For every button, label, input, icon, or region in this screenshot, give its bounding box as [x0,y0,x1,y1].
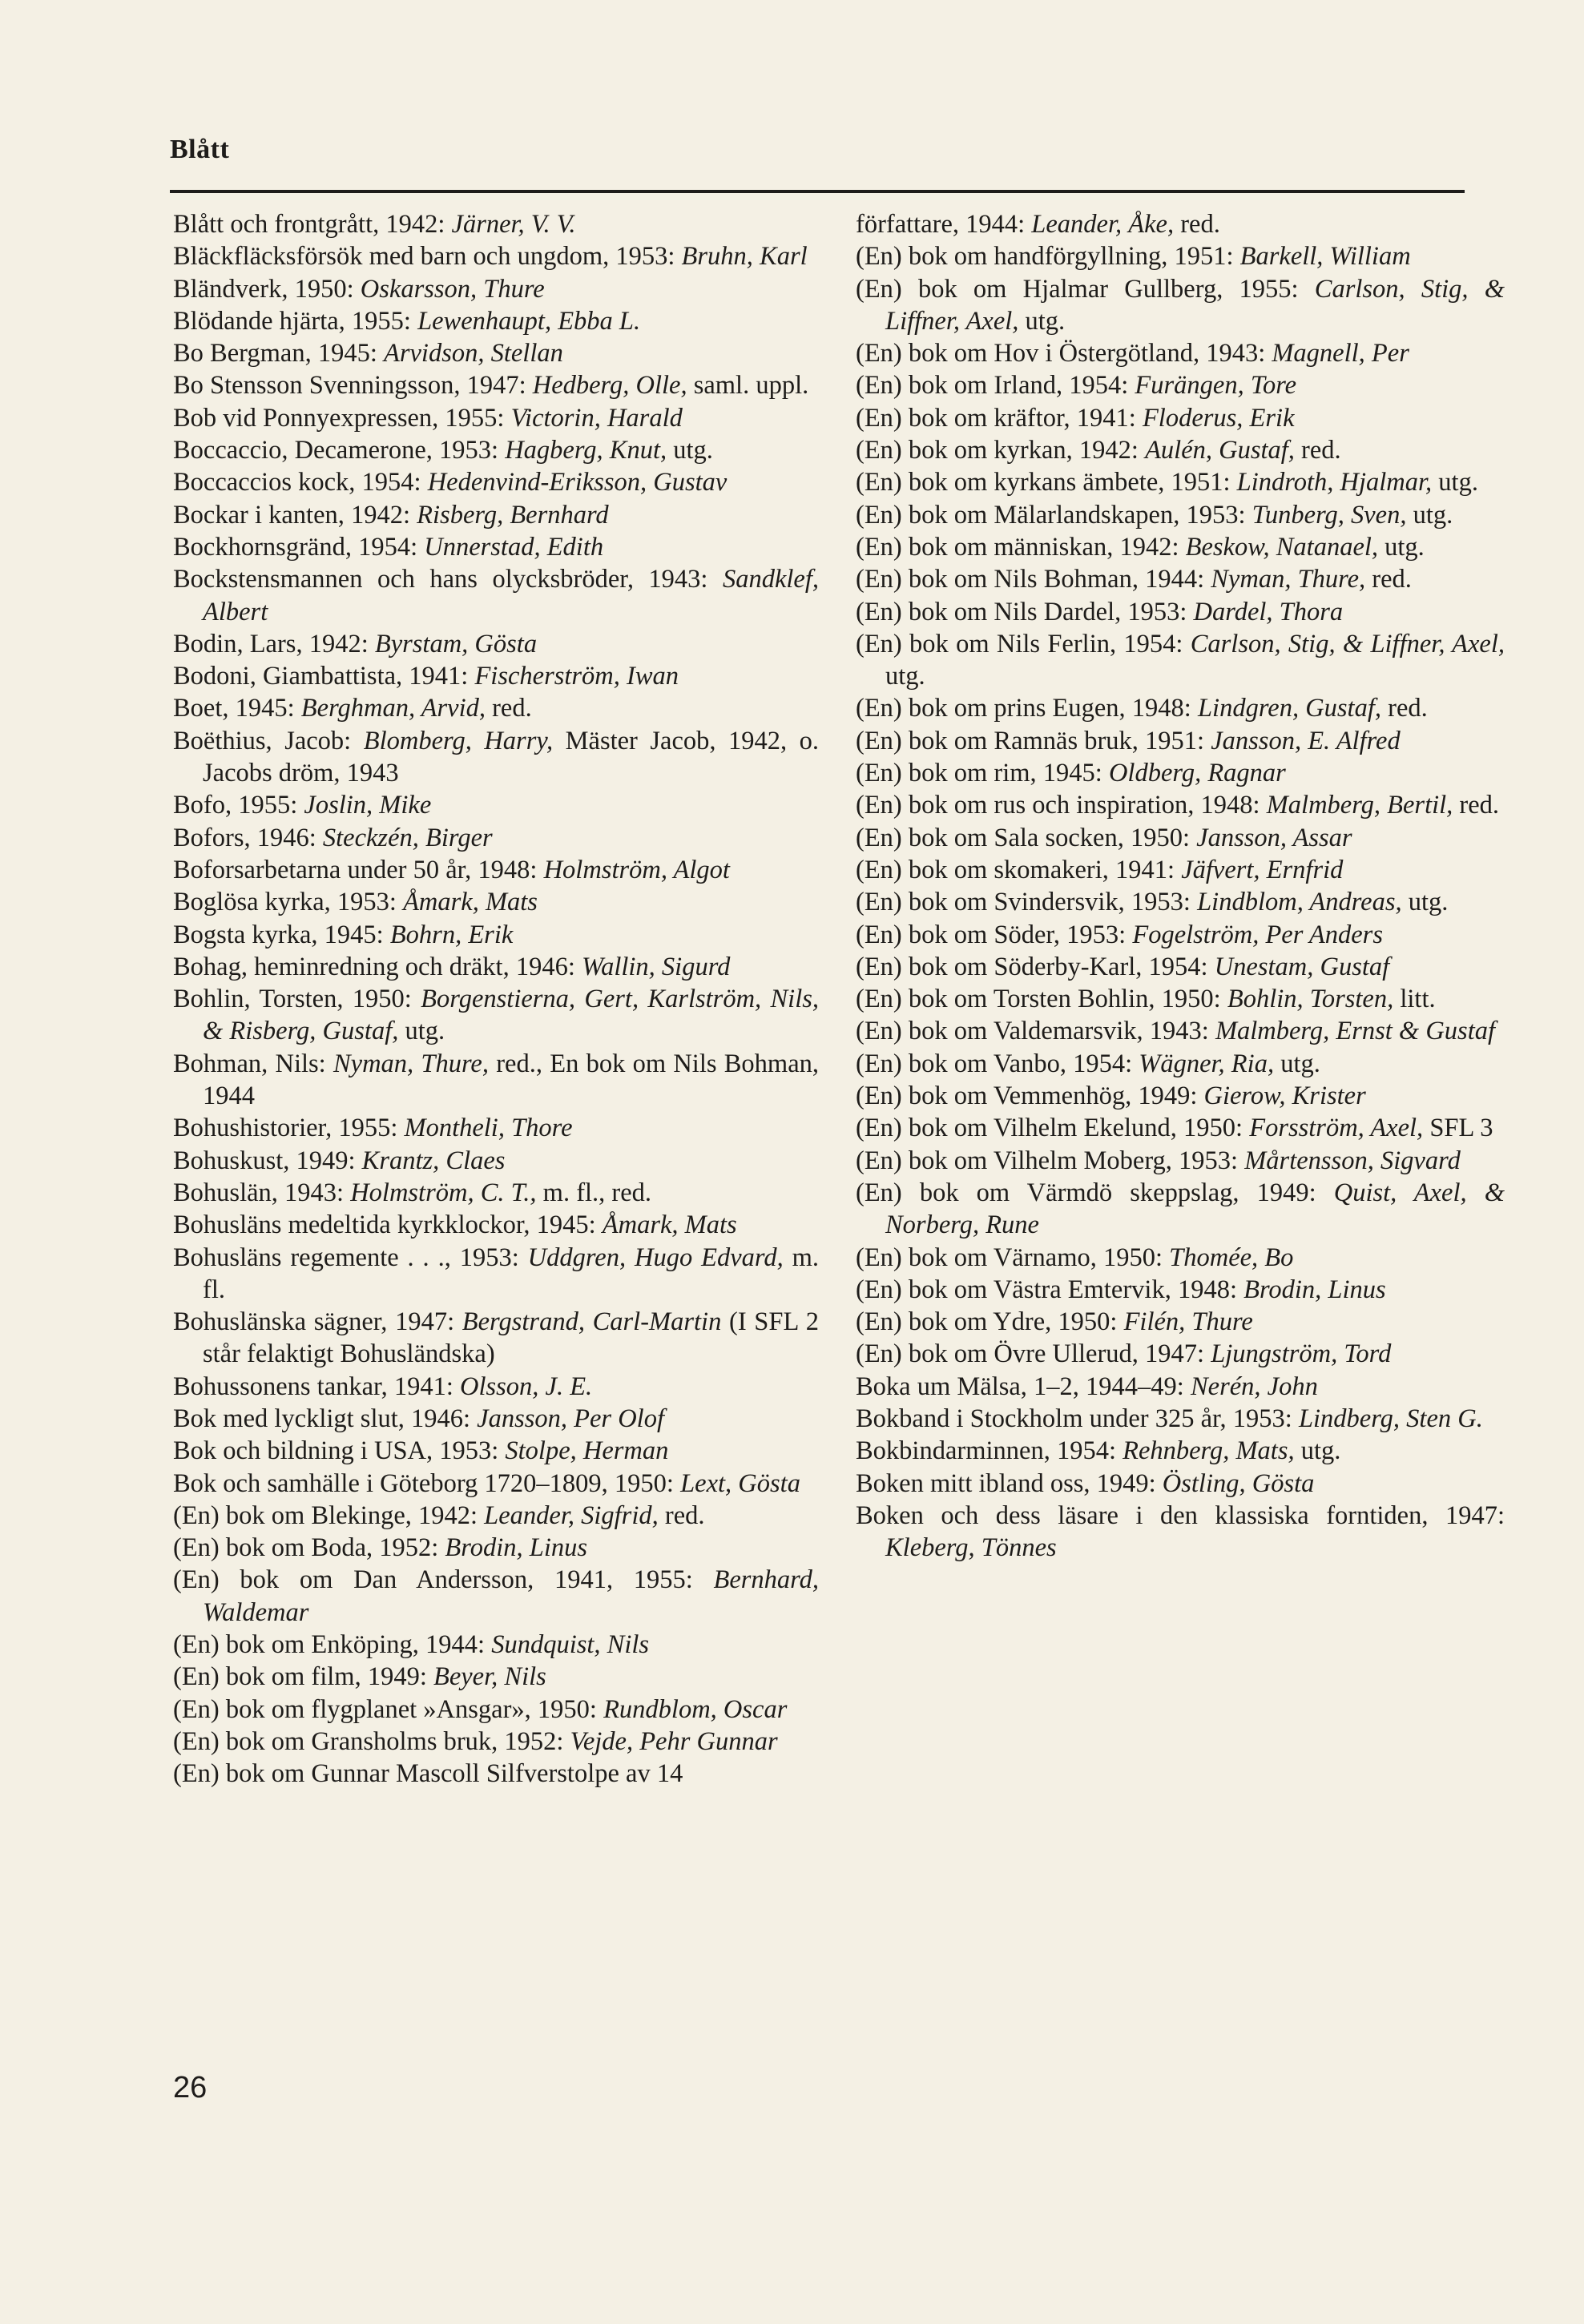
index-entry [856,725,1505,757]
index-entry [856,1177,1505,1242]
entry-title: Boccaccio, Decamerone, 1953: [173,436,499,465]
entry-author: Stolpe, Herman [505,1436,669,1466]
entry-author: Bruhn, Karl [681,242,808,272]
entry-note: utg. [1280,1049,1320,1078]
entry-author: Tunberg, Sven, [1251,500,1407,530]
entry-author: Lext, Gösta [680,1468,800,1498]
index-entry [173,628,819,660]
entry-title: (En) bok om Övre Ullerud, 1947: [856,1339,1205,1369]
entry-author: Risberg, Bernhard [417,500,609,530]
entry-note: utg. [673,436,713,465]
entry-author: Byrstam, Gösta [374,629,538,659]
entry-title: Bohlin, Torsten, 1950: [173,985,412,1014]
index-entry [856,434,1505,466]
entry-author: Olsson, J. E. [459,1371,593,1401]
index-entry [173,983,819,1048]
index-entry [173,1500,819,1532]
index-entry [856,1015,1505,1047]
index-entry [856,628,1505,693]
index-entry [173,1532,819,1564]
entry-title: Bläckfläcksförsök med barn och ungdom, 1953: [173,242,675,272]
index-entry [856,1274,1505,1306]
entry-note: Mäster Jacob, 1942, o. Jacobs dröm, 1943 [203,726,820,788]
entry-author: Östling, Gösta [1162,1468,1315,1498]
entry-author: Dardel, Thora [1193,597,1344,626]
entry-author: Krantz, Claes [361,1146,506,1175]
entry-title: (En) bok om rim, 1945: [856,759,1102,788]
entry-author: Wallin, Sigurd [581,952,731,981]
index-entry [173,434,819,466]
entry-title: (En) bok om rus och inspiration, 1948: [856,791,1260,820]
entry-author: Jäfvert, Ernfrid [1181,855,1344,884]
index-entry [173,240,819,272]
entry-title: (En) bok om Ramnäs bruk, 1951: [856,726,1205,755]
entry-title: Bogsta kyrka, 1945: [173,920,384,949]
index-entry [856,402,1505,434]
index-entry [173,854,819,886]
entry-author: Berghman, Arvid, [300,694,486,723]
entry-title: Bockar i kanten, 1942: [173,500,411,530]
index-entry [856,886,1505,918]
entry-author: Jansson, E. Alfred [1211,726,1401,755]
index-entry [856,1306,1505,1338]
index-entry [173,1145,819,1177]
entry-title: (En) bok om Vilhelm Moberg, 1953: [856,1146,1239,1175]
entry-author: Malmberg, Bertil, [1266,791,1453,820]
entry-title: (En) bok om kyrkan, 1942: [856,436,1139,465]
index-entry [173,1694,819,1726]
entry-author: Magnell, Per [1272,339,1409,369]
index-column-right [856,208,1505,1564]
entry-title: Bländverk, 1950: [173,274,354,304]
index-entry [856,369,1505,401]
entry-author: Wägner, Ria, [1139,1049,1275,1078]
index-entry [173,725,819,790]
entry-author: Brodin, Linus [1243,1275,1386,1304]
index-entry [856,596,1505,628]
index-entry [856,854,1505,886]
entry-author: Carlson, Stig, & Liffner, Axel, [1190,629,1505,659]
entry-author: Nyman, Thure, [333,1049,489,1078]
entry-title: Boken mitt ibland oss, 1949: [856,1468,1156,1498]
entry-title: (En) bok om Blekinge, 1942: [173,1500,478,1530]
entry-author: Sundquist, Nils [491,1630,650,1660]
index-entry [173,305,819,337]
entry-title: Bohag, heminredning och dräkt, 1946: [173,952,575,981]
entry-author: Bohrn, Erik [389,920,514,949]
index-entry [173,1242,819,1307]
entry-author: Oskarsson, Thure [360,274,545,304]
entry-note: SFL 3 [1429,1114,1493,1143]
entry-author: Unestam, Gustaf [1214,952,1390,981]
entry-title: Boëthius, Jacob: [173,726,352,755]
entry-title: (En) bok om Mälarlandskapen, 1953: [856,500,1246,530]
entry-title: Boken och dess läsare i den klassiska forntiden, 1947: [856,1500,1505,1530]
entry-title: (En) bok om Västra Emtervik, 1948: [856,1275,1237,1304]
index-entry [173,466,819,498]
entry-author: Filén, Thure [1123,1307,1253,1337]
index-entry [173,1629,819,1661]
entry-title: Bohuslän, 1943: [173,1178,345,1207]
index-entry [173,660,819,692]
entry-title: Bo Bergman, 1945: [173,339,377,369]
entry-title: (En) bok om Ydre, 1950: [856,1307,1118,1337]
entry-author: Jansson, Per Olof [477,1404,664,1433]
entry-note: m. fl., red. [542,1178,652,1207]
entry-author: Brodin, Linus [445,1533,587,1563]
index-entry [173,1371,819,1403]
entry-note: red. [1459,791,1500,820]
index-entry [173,951,819,983]
entry-note: red. [1301,436,1341,465]
entry-title: (En) bok om flygplanet »Ansgar», 1950: [173,1694,597,1724]
entry-title: Bohuskust, 1949: [173,1146,356,1175]
entry-author: Steckzén, Birger [322,823,493,852]
entry-title: (En) bok om Valdemarsvik, 1943: [856,1017,1209,1046]
entry-author: Nyman, Thure, [1211,565,1366,594]
entry-title: Blått och frontgrått, 1942: [173,210,445,239]
entry-author: Furängen, Tore [1135,371,1297,401]
entry-title: (En) bok om Söder, 1953: [856,920,1127,949]
entry-title: (En) bok om Enköping, 1944: [173,1630,486,1660]
entry-note: utg. [1413,500,1453,530]
index-column-left [173,208,819,1790]
index-entry [173,499,819,531]
entry-author: Bergstrand, Carl-Martin [461,1307,722,1337]
entry-author: Joslin, Mike [304,791,432,820]
index-entry [856,1371,1505,1403]
entry-author: Gierow, Krister [1203,1081,1366,1111]
index-entry [173,789,819,821]
index-entry [173,1177,819,1209]
entry-author: Åmark, Mats [602,1210,737,1240]
entry-title: Boccaccios kock, 1954: [173,468,421,497]
entry-title: (En) bok om handförgyllning, 1951: [856,242,1234,272]
entry-author: Lindblom, Andreas, [1197,888,1402,917]
entry-title: (En) bok om Söderby-Karl, 1954: [856,952,1208,981]
entry-title: Bohman, Nils: [173,1049,326,1078]
entry-title: (En) bok om Boda, 1952: [173,1533,439,1563]
entry-title: Bohusläns regemente . . ., 1953: [173,1243,519,1272]
entry-author: Mårtensson, Sigvard [1244,1146,1461,1175]
entry-author: Arvidson, Stellan [384,339,563,369]
entry-note: saml. uppl. [693,371,809,401]
index-entry [173,273,819,305]
entry-title: (En) bok om Gransholms bruk, 1952: [173,1726,564,1756]
index-entry [173,531,819,563]
entry-author: Holmström, Algot [543,855,730,884]
running-head: Blått [170,135,230,164]
entry-title: (En) bok om Svindersvik, 1953: [856,888,1191,917]
entry-author: Lindroth, Hjalmar, [1236,468,1433,497]
index-entry [173,1306,819,1371]
entry-title: författare, 1944: [856,210,1026,239]
index-entry [856,208,1505,240]
index-entry [856,1145,1505,1177]
entry-author: Leander, Åke, [1031,210,1175,239]
entry-author: Barkell, William [1239,242,1411,272]
entry-author: Unnerstad, Edith [424,532,604,562]
entry-title: Boforsarbetarna under 50 år, 1948: [173,855,538,884]
entry-title: Bohussonens tankar, 1941: [173,1371,453,1401]
entry-author: Malmberg, Ernst & Gustaf [1215,1017,1496,1046]
entry-note: red. [492,694,532,723]
entry-note: red. [1180,210,1220,239]
entry-title: Bockstensmannen och hans olycksbröder, 1943: [173,565,708,594]
entry-title: Bodoni, Giambattista, 1941: [173,662,469,691]
index-entry [173,563,819,628]
entry-title: Bofors, 1946: [173,823,316,852]
entry-title: Bok och bildning i USA, 1953: [173,1436,499,1466]
index-entry [173,886,819,918]
entry-title: Blödande hjärta, 1955: [173,306,411,336]
entry-title: Bohuslänska sägner, 1947: [173,1307,455,1337]
entry-note: m. fl. [203,1243,819,1304]
index-entry [856,531,1505,563]
index-entry [856,466,1505,498]
entry-author: Aulén, Gustaf, [1145,436,1295,465]
index-entry [173,1209,819,1241]
index-entry [173,208,819,240]
entry-author: Thomée, Bo [1169,1243,1294,1272]
entry-title: Bofo, 1955: [173,791,298,820]
entry-note: (I SFL 2 står felaktigt Bohusländska) [203,1307,820,1369]
index-entry [856,1242,1505,1274]
entry-author: Nerén, John [1190,1371,1318,1401]
entry-author: Fogelström, Per Anders [1132,920,1383,949]
entry-note: utg. [1025,306,1066,336]
entry-title: (En) bok om prins Eugen, 1948: [856,694,1191,723]
entry-note: utg. [1438,468,1478,497]
index-entry [856,563,1505,595]
entry-title: (En) bok om kyrkans ämbete, 1951: [856,468,1231,497]
index-entry [856,757,1505,789]
entry-title: Bohushistorier, 1955: [173,1114,398,1143]
entry-note: litt. [1400,985,1436,1014]
index-entry [856,240,1505,272]
entry-title: Bok och samhälle i Göteborg 1720–1809, 1950: [173,1468,674,1498]
entry-title: Bob vid Ponnyexpressen, 1955: [173,403,505,433]
index-entry [173,1726,819,1758]
index-entry [173,1435,819,1467]
index-entry [173,1564,819,1629]
entry-title: Boglösa kyrka, 1953: [173,888,397,917]
entry-title: (En) bok om kräftor, 1941: [856,403,1136,433]
entry-author: Floderus, Erik [1142,403,1295,433]
entry-author: Sandklef, Albert [203,565,820,626]
entry-title: (En) bok om Dan Andersson, 1941, 1955: [173,1565,693,1595]
index-entry [856,1080,1505,1112]
index-entry [856,1338,1505,1370]
index-entry [173,337,819,369]
index-entry [856,273,1505,338]
entry-note: utg. [405,1017,445,1046]
entry-title: (En) bok om Värmdö skeppslag, 1949: [856,1178,1316,1207]
entry-title: Boka um Mälsa, 1–2, 1944–49: [856,1371,1184,1401]
entry-title: (En) bok om Nils Bohman, 1944: [856,565,1205,594]
index-entry [173,1661,819,1693]
entry-title: (En) bok om Irland, 1954: [856,371,1129,401]
entry-author: Hagberg, Knut, [505,436,667,465]
entry-note: utg. [1384,532,1425,562]
entry-note: utg. [1300,1436,1341,1466]
entry-author: Ljungström, Tord [1211,1339,1392,1369]
entry-author: Jansson, Assar [1196,823,1352,852]
index-entry [173,1112,819,1144]
index-entry [173,1758,819,1790]
index-entry [173,1403,819,1435]
entry-author: Hedberg, Olle, [532,371,687,401]
entry-title: Bokbindarminnen, 1954: [856,1436,1116,1466]
entry-note: red., En bok om Nils Bohman, 1944 [203,1049,820,1111]
entry-author: Uddgren, Hugo Edvard, [527,1243,784,1272]
entry-title: (En) bok om människan, 1942: [856,532,1179,562]
entry-author: Vejde, Pehr Gunnar [570,1726,778,1756]
entry-title: (En) bok om Nils Ferlin, 1954: [856,629,1183,659]
index-entry [173,1048,819,1113]
index-entry [173,919,819,951]
entry-note: utg. [1408,888,1449,917]
entry-author: Beyer, Nils [433,1662,546,1692]
entry-title: Bockhornsgränd, 1954: [173,532,418,562]
entry-author: Oldberg, Ragnar [1108,759,1286,788]
entry-author: Rundblom, Oscar [603,1694,788,1724]
entry-author: Leander, Sigfrid, [484,1500,659,1530]
entry-title: (En) bok om film, 1949: [173,1662,427,1692]
entry-author: Montheli, Thore [404,1114,573,1143]
entry-title: Bokband i Stockholm under 325 år, 1953: [856,1404,1292,1433]
index-entry [856,919,1505,951]
index-entry [856,1112,1505,1144]
entry-author: Quist, Axel, & Norberg, Rune [885,1178,1505,1240]
entry-author: Forsström, Axel, [1249,1114,1424,1143]
entry-author: Kleberg, Tönnes [885,1533,1057,1563]
entry-author: Lewenhaupt, Ebba L. [417,306,641,336]
page-number: 26 [173,2071,208,2104]
entry-title: Bodin, Lars, 1942: [173,629,369,659]
entry-title: Bok med lyckligt slut, 1946: [173,1404,471,1433]
entry-title: Bohusläns medeltida kyrkklockor, 1945: [173,1210,596,1240]
entry-title: (En) bok om Sala socken, 1950: [856,823,1191,852]
index-entry [856,1500,1505,1565]
index-entry [856,789,1505,821]
entry-title: Boet, 1945: [173,694,295,723]
entry-title: (En) bok om Nils Dardel, 1953: [856,597,1187,626]
entry-author: Blomberg, Harry, [363,726,554,755]
entry-author: Järner, V. V. [451,210,576,239]
index-entry [856,951,1505,983]
entry-author: Beskow, Natanael, [1185,532,1379,562]
index-entry [856,337,1505,369]
index-entry [173,822,819,854]
entry-author: Carlson, Stig, & Liffner, Axel, [885,274,1505,336]
entry-author: Borgenstierna, Gert, Karlström, Nils, & Risberg, Gustaf, [203,985,820,1046]
entry-author: Rehnberg, Mats, [1123,1436,1295,1466]
index-entry [856,1403,1505,1435]
entry-author: Hedenvind-Eriksson, Gustav [427,468,728,497]
entry-author: Lindgren, Gustaf, [1197,694,1381,723]
entry-title: (En) bok om Gunnar Mascoll Silfverstolpe av 14 [173,1759,683,1789]
index-entry [856,499,1505,531]
header-rule [170,190,1465,193]
index-entry [856,1048,1505,1080]
entry-note: red. [1388,694,1428,723]
entry-title: (En) bok om Vemmenhög, 1949: [856,1081,1198,1111]
entry-title: (En) bok om Vanbo, 1954: [856,1049,1133,1078]
index-entry [856,1468,1505,1500]
entry-author: Åmark, Mats [403,888,538,917]
entry-title: (En) bok om Hov i Östergötland, 1943: [856,339,1266,369]
entry-title: (En) bok om Vilhelm Ekelund, 1950: [856,1114,1243,1143]
index-entry [856,692,1505,724]
entry-title: (En) bok om skomakeri, 1941: [856,855,1175,884]
entry-author: Bohlin, Torsten, [1227,985,1394,1014]
entry-author: Holmström, C. T., [350,1178,537,1207]
entry-title: (En) bok om Hjalmar Gullberg, 1955: [856,274,1299,304]
entry-author: Victorin, Harald [510,403,683,433]
index-entry [856,822,1505,854]
index-entry [173,369,819,401]
entry-title: (En) bok om Värnamo, 1950: [856,1243,1163,1272]
entry-author: Lindberg, Sten G. [1298,1404,1483,1433]
index-entry [173,692,819,724]
entry-title: Bo Stensson Svenningsson, 1947: [173,371,526,401]
index-entry [856,1435,1505,1467]
index-entry [173,402,819,434]
entry-author: Bernhard, Waldemar [203,1565,819,1627]
entry-title: (En) bok om Torsten Bohlin, 1950: [856,985,1221,1014]
entry-note: red. [1372,565,1412,594]
entry-note: red. [664,1500,705,1530]
entry-note: utg. [885,662,925,691]
index-entry [173,1468,819,1500]
entry-author: Fischerström, Iwan [474,662,679,691]
index-entry [856,983,1505,1015]
